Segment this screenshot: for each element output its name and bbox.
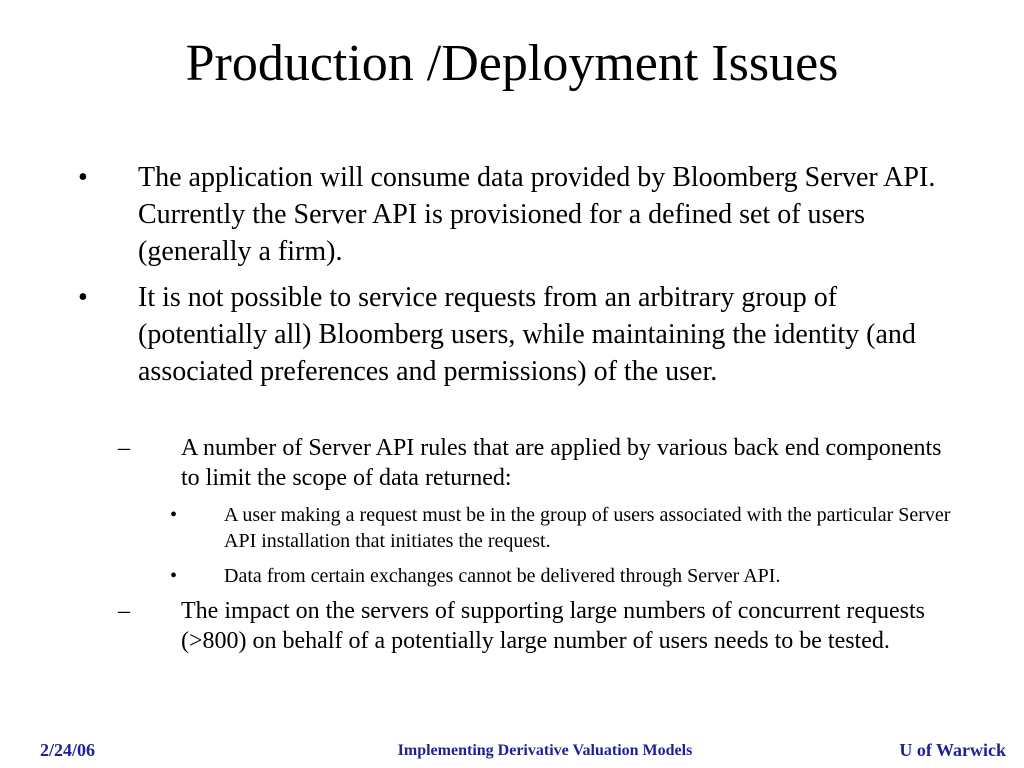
sub-bullet-marker: – [118,598,130,624]
sub-sub-bullet-2 [170,563,970,591]
sub-bullet-text: The impact on the servers of supporting large numbers of concurrent requests (>800) on behalf of a potentially large number of users needs to be tested. [181,598,925,654]
bullet-2 [78,279,978,429]
bullet-text: It is not possible to service requests from an arbitrary group of (potentially all) Bloomberg users, while maintaining the identity (and associated preferences and permissions) of the user. [138,282,916,387]
footer-title: Implementing Derivative Valuation Models [397,742,693,759]
footer-institution: U of Warwick [899,740,1006,760]
sub-bullet-text: A number of Server API rules that are applied by various back end components to limit the scope of data returned: [181,435,942,491]
bullet-marker: • [78,282,88,313]
sub-sub-bullet-marker: • [170,504,178,526]
slide-title: Production /Deployment Issues [185,35,839,92]
bullet-text: The application will consume data provided by Bloomberg Server API. Currently the Server API is provisioned for a defined set of users (generally a firm). [138,162,936,267]
sub-sub-bullet-text: Data from certain exchanges cannot be delivered through Server API. [224,565,781,587]
sub-bullet-marker: – [118,435,130,461]
sub-sub-bullet-text: A user making a request must be in the group of users associated with the particular Server API installation that initiates the request. [224,504,951,552]
bullet-1 [78,159,978,274]
sub-bullet-1 [118,433,978,497]
sub-sub-bullet-1 [170,502,970,556]
sub-bullet-2 [118,596,988,691]
bullet-marker: • [78,162,88,193]
footer-date: 2/24/06 [40,740,96,760]
sub-sub-bullet-marker: • [170,565,178,587]
